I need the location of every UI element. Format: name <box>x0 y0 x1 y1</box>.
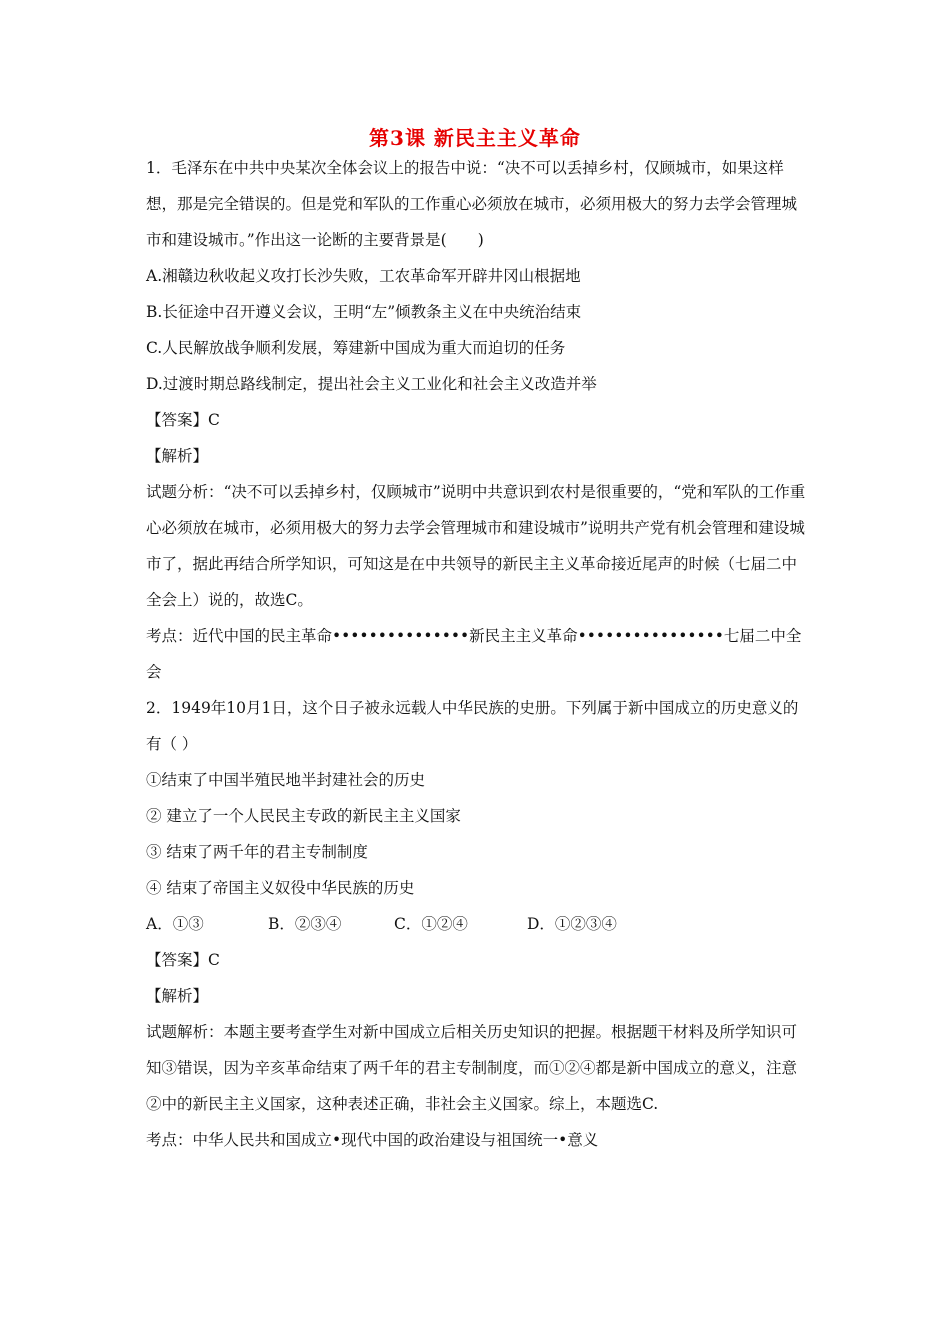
answer: 【答案】C <box>146 411 220 429</box>
kaodian: 考点：近代中国的民主革命•••••••••••••••新民主主义革命••••••••••••••••七届二中全会 <box>146 627 802 681</box>
question-stem: 1．毛泽东在中共中央某次全体会议上的报告中说：“决不可以丢掉乡村，仅顾城市，如果这样想，那是完全错误的。但是党和军队的工作重心必须放在城市，必须用极大的努力去学会管理城市和建设城市。”作出这一论断的主要背景是( ) <box>146 159 798 249</box>
analysis-label: 【解析】 <box>146 987 209 1005</box>
options-row <box>146 906 810 942</box>
analysis-text: 试题分析：“决不可以丢掉乡村，仅顾城市”说明中共意识到农村是很重要的，“党和军队的工作重心必须放在城市，必须用极大的努力去学会管理城市和建设城市”说明共产党有机会管理和建设城市了，据此再结合所学知识，可知这是在中共领导的新民主主义革命接近尾声的时候（七届二中全会上）说的，故选C。 <box>146 483 806 609</box>
analysis-label: 【解析】 <box>146 447 209 465</box>
statement-4: ④ 结束了帝国主义奴役中华民族的历史 <box>146 879 415 897</box>
kaodian: 考点：中华人民共和国成立•现代中国的政治建设与祖国统一•意义 <box>146 1131 599 1149</box>
option-b: B．②③④ <box>268 915 342 933</box>
statement-2: ② 建立了一个人民民主专政的新民主主义国家 <box>146 807 461 825</box>
statement-1: ①结束了中国半殖民地半封建社会的历史 <box>146 771 426 789</box>
analysis-text: 试题解析：本题主要考查学生对新中国成立后相关历史知识的把握。根据题干材料及所学知识可知③错误，因为辛亥革命结束了两千年的君主专制制度，而①②④都是新中国成立的意义，注意②中的新民主主义国家，这种表述正确，非社会主义国家。综上，本题选C. <box>146 1023 798 1113</box>
question-2 <box>146 690 810 1158</box>
option-a: A.湘赣边秋收起义攻打长沙失败，工农革命军开辟井冈山根据地 <box>146 267 581 285</box>
option-c: C．①②④ <box>394 915 468 933</box>
document-body <box>146 150 810 1158</box>
question-1 <box>146 150 810 690</box>
option-d: D.过渡时期总路线制定，提出社会主义工业化和社会主义改造并举 <box>146 375 597 393</box>
answer: 【答案】C <box>146 951 220 969</box>
option-a: A．①③ <box>146 915 204 933</box>
option-d: D．①②③④ <box>527 915 617 933</box>
question-stem: 2．1949年10月1日，这个日子被永远载人中华民族的史册。下列属于新中国成立的历史意义的有（ ） <box>146 699 799 753</box>
statement-3: ③ 结束了两千年的君主专制制度 <box>146 843 368 861</box>
option-b: B.长征途中召开遵义会议，王明“左”倾教条主义在中央统治结束 <box>146 303 582 321</box>
option-c: C.人民解放战争顺利发展，筹建新中国成为重大而迫切的任务 <box>146 339 566 357</box>
page-title: 第3课 新民主主义革命 <box>369 126 581 150</box>
